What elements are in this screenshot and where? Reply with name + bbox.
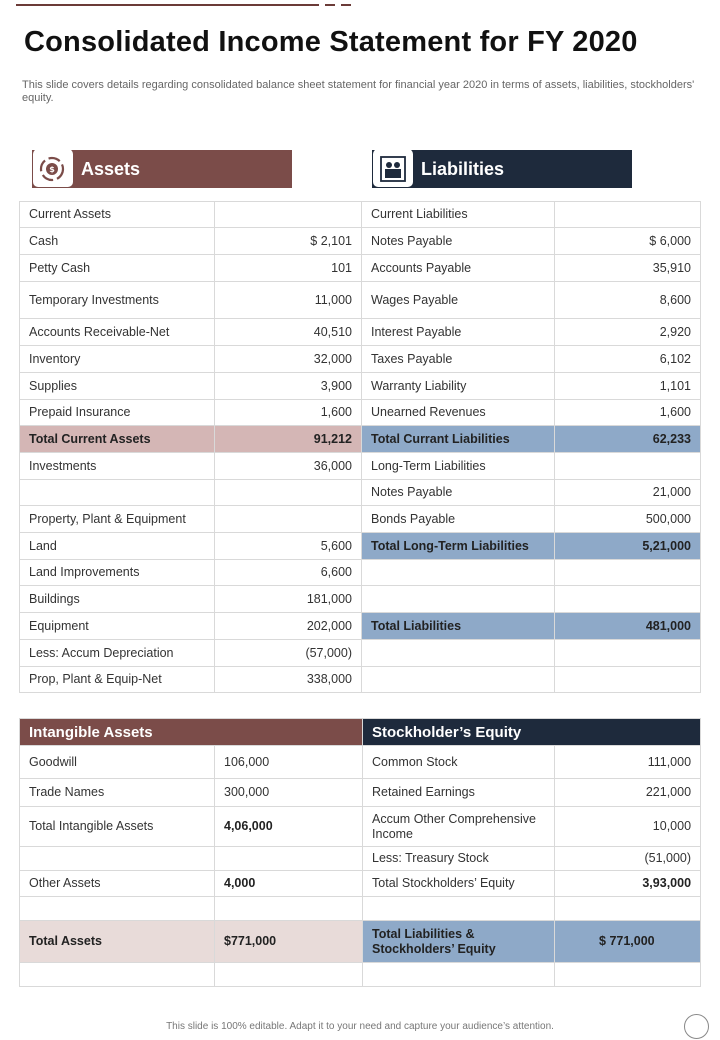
liability-value: 8,600 (555, 282, 701, 319)
page-subtitle: This slide covers details regarding consolidated balance sheet statement for financial year 2020 in terms of assets, liabilities, stockholders' equity. (22, 79, 695, 104)
equity-value (555, 897, 701, 921)
liability-label: Taxes Payable (362, 346, 555, 373)
total-liabilities-value: 481,000 (555, 613, 701, 640)
table-row (20, 667, 701, 693)
asset-value: 11,000 (215, 282, 362, 319)
asset-label: Prop, Plant & Equip-Net (20, 667, 215, 693)
asset-value: 181,000 (215, 586, 362, 613)
table-row (20, 319, 701, 346)
liability-value: $ 6,000 (555, 228, 701, 255)
intangible-value (215, 963, 363, 987)
liabilities-header-label: Liabilities (421, 159, 505, 179)
equity-value: 3,93,000 (555, 871, 701, 897)
balance-table (19, 201, 701, 693)
asset-label (20, 480, 215, 506)
liability-label: Unearned Revenues (362, 400, 555, 426)
equity-value: 10,000 (555, 807, 701, 847)
total-liabilities-equity-label: Total Liabilities & Stockholders’ Equity (363, 921, 555, 963)
intangible-label (20, 897, 215, 921)
asset-value: 338,000 (215, 667, 362, 693)
intangible-label: Total Intangible Assets (20, 807, 215, 847)
assets-header-label: Assets (81, 159, 141, 179)
total-current-liabilities-value: 62,233 (555, 426, 701, 453)
intangible-label: Trade Names (20, 779, 215, 807)
liability-label: Wages Payable (362, 282, 555, 319)
table-row (20, 807, 701, 847)
asset-label: Cash (20, 228, 215, 255)
intangible-value: 4,06,000 (215, 807, 363, 847)
liability-value (555, 560, 701, 586)
liability-value (555, 202, 701, 228)
asset-value: 32,000 (215, 346, 362, 373)
table-row (20, 346, 701, 373)
intangible-value (215, 847, 363, 871)
equity-label: Total Stockholders’ Equity (363, 871, 555, 897)
liability-value: 2,920 (555, 319, 701, 346)
equity-value (555, 963, 701, 987)
table-row (20, 282, 701, 319)
table-row (20, 228, 701, 255)
table-row (20, 255, 701, 282)
asset-value: (57,000) (215, 640, 362, 667)
top-accent-dash (341, 4, 351, 6)
asset-value: $ 2,101 (215, 228, 362, 255)
liability-label (362, 586, 555, 613)
total-assets-value: $771,000 (215, 921, 363, 963)
equity-table (19, 718, 701, 987)
equity-value: 111,000 (555, 746, 701, 779)
table-row (20, 613, 701, 640)
equity-label (363, 963, 555, 987)
asset-label: Accounts Receivable-Net (20, 319, 215, 346)
liability-value: 500,000 (555, 506, 701, 533)
asset-value (215, 480, 362, 506)
asset-value: 202,000 (215, 613, 362, 640)
total-current-assets-label: Total Current Assets (20, 426, 215, 453)
asset-value (215, 202, 362, 228)
total-current-assets-value: 91,212 (215, 426, 362, 453)
liability-label: Bonds Payable (362, 506, 555, 533)
liability-value (555, 640, 701, 667)
liability-value: 35,910 (555, 255, 701, 282)
total-current-row (20, 426, 701, 453)
intangible-label (20, 963, 215, 987)
liability-label: Current Liabilities (362, 202, 555, 228)
equity-label: Common Stock (363, 746, 555, 779)
asset-value: 3,900 (215, 373, 362, 400)
table-row (20, 897, 701, 921)
asset-label: Petty Cash (20, 255, 215, 282)
total-long-term-liabilities-label: Total Long-Term Liabilities (362, 533, 555, 560)
liability-label: Interest Payable (362, 319, 555, 346)
asset-label: Land Improvements (20, 560, 215, 586)
total-liabilities-equity-value: $ 771,000 (555, 921, 701, 963)
table-row (20, 746, 701, 779)
equity-label (363, 897, 555, 921)
intangible-value: 300,000 (215, 779, 363, 807)
stockholders-equity-header: Stockholder’s Equity (363, 719, 701, 746)
liability-label: Long-Term Liabilities (362, 453, 555, 480)
intangible-label: Goodwill (20, 746, 215, 779)
intangible-value (215, 897, 363, 921)
asset-label: Property, Plant & Equipment (20, 506, 215, 533)
page-title: Consolidated Income Statement for FY 2020 (24, 26, 638, 58)
asset-value: 40,510 (215, 319, 362, 346)
asset-label: Prepaid Insurance (20, 400, 215, 426)
asset-value (215, 506, 362, 533)
asset-value: 5,600 (215, 533, 362, 560)
liability-value: 6,102 (555, 346, 701, 373)
equity-label: Accum Other Comprehensive Income (363, 807, 555, 847)
table-row (20, 640, 701, 667)
liabilities-header (372, 150, 632, 188)
table-row (20, 400, 701, 426)
equity-value: (51,000) (555, 847, 701, 871)
liability-value: 1,600 (555, 400, 701, 426)
table-row (20, 453, 701, 480)
asset-value: 101 (215, 255, 362, 282)
intangible-value: 4,000 (215, 871, 363, 897)
top-accent-line (16, 4, 319, 6)
total-current-liabilities-label: Total Currant Liabilities (362, 426, 555, 453)
asset-label: Current Assets (20, 202, 215, 228)
asset-value: 6,600 (215, 560, 362, 586)
asset-label: Supplies (20, 373, 215, 400)
footer-note: This slide is 100% editable. Adapt it to your need and capture your audience’s attention. (166, 1021, 554, 1032)
liability-label: Warranty Liability (362, 373, 555, 400)
liability-label: Notes Payable (362, 480, 555, 506)
finance-icon (32, 150, 74, 188)
svg-text:$: $ (49, 165, 55, 174)
intangible-label: Other Assets (20, 871, 215, 897)
table-row (20, 202, 701, 228)
total-assets-label: Total Assets (20, 921, 215, 963)
asset-value: 1,600 (215, 400, 362, 426)
asset-value: 36,000 (215, 453, 362, 480)
intangible-value: 106,000 (215, 746, 363, 779)
intangible-label (20, 847, 215, 871)
circle-icon (684, 1014, 709, 1039)
asset-label: Land (20, 533, 215, 560)
table-row (20, 533, 701, 560)
equity-label: Retained Earnings (363, 779, 555, 807)
table-row (20, 963, 701, 987)
total-long-term-liabilities-value: 5,21,000 (555, 533, 701, 560)
liability-value (555, 667, 701, 693)
asset-label: Inventory (20, 346, 215, 373)
top-accent-dash (325, 4, 335, 6)
asset-label: Less: Accum Depreciation (20, 640, 215, 667)
liability-value: 1,101 (555, 373, 701, 400)
equity-table-header (20, 719, 701, 746)
total-liabilities-label: Total Liabilities (362, 613, 555, 640)
grand-total-row (20, 921, 701, 963)
liability-label (362, 640, 555, 667)
equity-label: Less: Treasury Stock (363, 847, 555, 871)
liability-label (362, 560, 555, 586)
liability-label (362, 667, 555, 693)
table-row (20, 871, 701, 897)
people-icon (372, 150, 414, 188)
liability-label: Notes Payable (362, 228, 555, 255)
asset-label: Equipment (20, 613, 215, 640)
table-row (20, 506, 701, 533)
table-row (20, 560, 701, 586)
assets-header (32, 150, 292, 188)
asset-label: Investments (20, 453, 215, 480)
table-row (20, 373, 701, 400)
liability-label: Accounts Payable (362, 255, 555, 282)
liability-value: 21,000 (555, 480, 701, 506)
table-row (20, 480, 701, 506)
asset-label: Buildings (20, 586, 215, 613)
equity-value: 221,000 (555, 779, 701, 807)
table-row (20, 586, 701, 613)
liability-value (555, 586, 701, 613)
table-row (20, 779, 701, 807)
table-row (20, 847, 701, 871)
liability-value (555, 453, 701, 480)
intangible-assets-header: Intangible Assets (20, 719, 363, 746)
asset-label: Temporary Investments (20, 282, 215, 319)
